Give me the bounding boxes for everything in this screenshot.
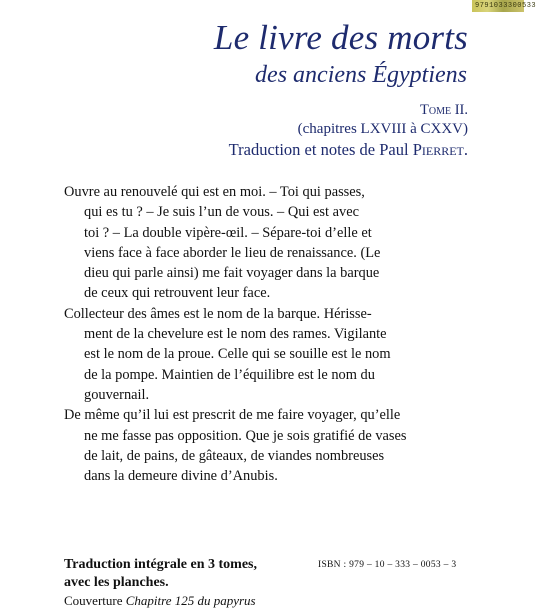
cover-caption: Chapitre 125 du papyrus [125, 593, 256, 608]
text-line: Ouvre au renouvelé qui est en moi. – Toi qui passes, [64, 184, 365, 200]
text-line: De même qu’il lui est prescrit de me faire voyager, qu’elle [64, 407, 401, 424]
text-line: viens face à face aborder le lieu de renaissance. (Le [84, 244, 381, 261]
text-line: de ceux qui retrouvent leur face. [84, 285, 271, 302]
text-line: est le nom de la proue. Celle qui se souille est le nom [84, 346, 391, 363]
text-line: qui es tu ? – Je suis l’un de vous. – Qui est avec [84, 204, 359, 221]
cover-prefix: Couverture [64, 593, 126, 608]
book-subtitle: des anciens Égyptiens [255, 62, 467, 88]
text-line: dans la demeure divine d’Anubis. [84, 468, 278, 485]
text-line: toi ? – La double vipère-œil. – Sépare-toi d’elle et [84, 224, 372, 241]
translator-suffix: . [463, 140, 468, 159]
edition-info [229, 101, 468, 161]
excerpt-paragraph [64, 304, 466, 405]
edition-note-line2: avec les planches. [64, 575, 169, 590]
book-title: Le livre des morts [213, 18, 468, 57]
text-line: ment de la chevelure est le nom des rames. Vigilante [84, 326, 387, 343]
excerpt-paragraph [64, 405, 466, 486]
excerpt-paragraph [64, 182, 466, 304]
text-line: de la pompe. Maintien de l’équilibre est le nom du [84, 366, 375, 383]
text-line: ne me fasse pas opposition. Que je sois gratifié de vases [84, 427, 407, 444]
translator-prefix: Traduction et notes de Paul [228, 140, 413, 159]
edition-note-line1: Traduction intégrale en 3 tomes, [64, 557, 257, 572]
corner-label: 9791033300533 [475, 2, 536, 10]
volume-label [229, 101, 468, 120]
cover-credit [64, 593, 257, 609]
title-block [214, 18, 468, 90]
barcode-strip-fragment [472, 0, 536, 12]
isbn-number: ISBN : 979 – 10 – 333 – 0053 – 3 [318, 560, 457, 570]
text-line: de lait, de pains, de gâteaux, de viandes nombreuses [84, 447, 385, 464]
translator-credit [229, 139, 468, 161]
translator-surname: Pierret [412, 140, 464, 159]
chapters-range: (chapitres LXVIII à CXXV) [297, 121, 468, 137]
excerpt-text [64, 182, 466, 486]
edition-note [64, 556, 257, 609]
text-line: gouvernail. [84, 386, 150, 403]
text-line: Collecteur des âmes est le nom de la barque. Hérisse- [64, 305, 372, 322]
text-line: dieu qui parle ainsi) me fait voyager dans la barque [84, 265, 380, 282]
volume-text: Tome II. [420, 102, 468, 118]
